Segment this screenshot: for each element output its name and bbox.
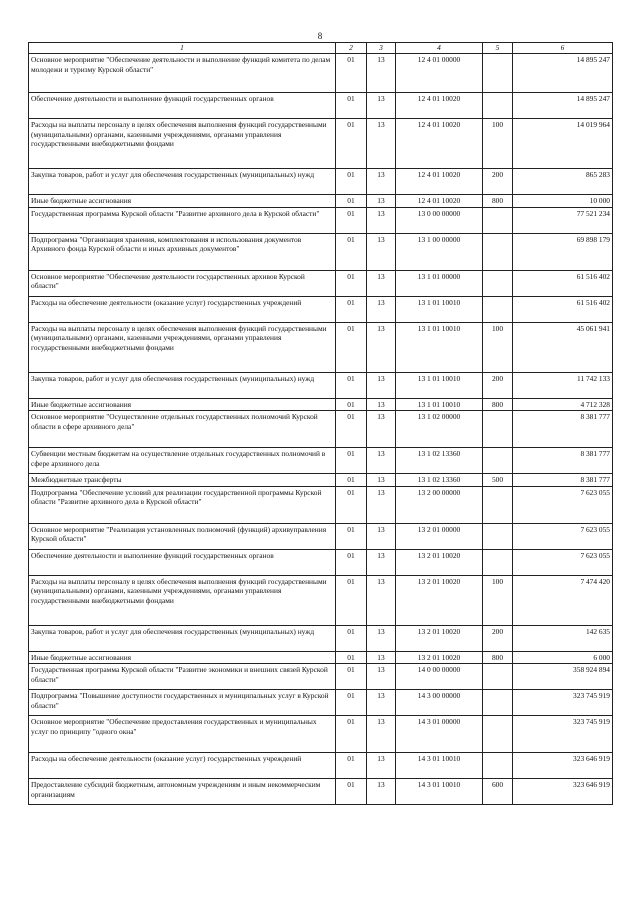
- table-row: [29, 549, 613, 575]
- row-section-cell: 01: [336, 372, 367, 398]
- row-expense-type-cell: 100: [483, 575, 513, 625]
- row-target-code-cell: 13 2 00 00000: [396, 486, 483, 523]
- row-amount-cell: 7 474 420: [513, 575, 613, 625]
- header-col-6: 6: [513, 43, 613, 54]
- row-section-cell: 01: [336, 195, 367, 208]
- row-expense-type-cell: 500: [483, 474, 513, 487]
- row-subsection-cell: 13: [367, 207, 396, 233]
- row-section-cell: 01: [336, 296, 367, 322]
- table-row: [29, 486, 613, 523]
- row-subsection-cell: 13: [367, 54, 396, 93]
- row-expense-type-cell: [483, 523, 513, 549]
- row-target-code-cell: 13 1 02 13360: [396, 474, 483, 487]
- row-target-code-cell: 13 1 01 10010: [396, 398, 483, 411]
- row-target-code-cell: 13 1 01 10010: [396, 322, 483, 372]
- table-row: [29, 207, 613, 233]
- table-row: [29, 93, 613, 119]
- row-expense-type-cell: [483, 207, 513, 233]
- row-amount-cell: 7 623 055: [513, 523, 613, 549]
- row-expense-type-cell: 100: [483, 322, 513, 372]
- header-col-3: 3: [367, 43, 396, 54]
- row-expense-type-cell: 800: [483, 651, 513, 664]
- row-expense-type-cell: [483, 296, 513, 322]
- row-subsection-cell: 13: [367, 625, 396, 651]
- table-row: [29, 625, 613, 651]
- row-name-cell: Предоставление субсидий бюджетным, автономным учреждениям и иным некоммерческим организациям: [29, 779, 336, 805]
- row-amount-cell: 865 283: [513, 169, 613, 195]
- row-target-code-cell: 13 1 02 13360: [396, 448, 483, 474]
- row-amount-cell: 11 742 133: [513, 372, 613, 398]
- row-target-code-cell: 13 2 01 10020: [396, 625, 483, 651]
- row-name-cell: Иные бюджетные ассигнования: [29, 195, 336, 208]
- row-section-cell: 01: [336, 664, 367, 690]
- row-section-cell: 01: [336, 207, 367, 233]
- row-expense-type-cell: [483, 486, 513, 523]
- row-expense-type-cell: 200: [483, 625, 513, 651]
- row-name-cell: Расходы на обеспечение деятельности (оказание услуг) государственных учреждений: [29, 753, 336, 779]
- row-section-cell: 01: [336, 625, 367, 651]
- header-col-2: 2: [336, 43, 367, 54]
- row-subsection-cell: 13: [367, 690, 396, 716]
- row-expense-type-cell: [483, 753, 513, 779]
- row-section-cell: 01: [336, 270, 367, 296]
- row-subsection-cell: 13: [367, 575, 396, 625]
- table-row: [29, 322, 613, 372]
- row-section-cell: 01: [336, 119, 367, 169]
- row-target-code-cell: 14 3 01 10010: [396, 779, 483, 805]
- row-expense-type-cell: [483, 233, 513, 270]
- row-expense-type-cell: [483, 411, 513, 448]
- table-row: [29, 651, 613, 664]
- row-target-code-cell: 14 3 00 00000: [396, 690, 483, 716]
- row-name-cell: Обеспечение деятельности и выполнение функций государственных органов: [29, 93, 336, 119]
- row-target-code-cell: 14 0 00 00000: [396, 664, 483, 690]
- row-section-cell: 01: [336, 549, 367, 575]
- header-col-1: 1: [29, 43, 336, 54]
- row-target-code-cell: 13 1 00 00000: [396, 233, 483, 270]
- row-subsection-cell: 13: [367, 411, 396, 448]
- table-row: [29, 195, 613, 208]
- row-section-cell: 01: [336, 690, 367, 716]
- budget-table: [28, 42, 613, 805]
- row-name-cell: Подпрограмма "Повышение доступности государственных и муниципальных услуг в Курской области": [29, 690, 336, 716]
- row-expense-type-cell: [483, 270, 513, 296]
- row-name-cell: Субвенции местным бюджетам на осуществление отдельных государственных полномочий в сфере архивного дела: [29, 448, 336, 474]
- row-subsection-cell: 13: [367, 753, 396, 779]
- row-subsection-cell: 13: [367, 549, 396, 575]
- row-amount-cell: 7 623 055: [513, 549, 613, 575]
- row-name-cell: Основное мероприятие "Реализация установленных полномочий (функций) архивуправления Курской области": [29, 523, 336, 549]
- row-name-cell: Закупка товаров, работ и услуг для обеспечения государственных (муниципальных) нужд: [29, 625, 336, 651]
- row-section-cell: 01: [336, 651, 367, 664]
- row-amount-cell: 69 898 179: [513, 233, 613, 270]
- row-subsection-cell: 13: [367, 296, 396, 322]
- table-row: [29, 398, 613, 411]
- table-row: [29, 474, 613, 487]
- row-section-cell: 01: [336, 753, 367, 779]
- row-section-cell: 01: [336, 448, 367, 474]
- row-subsection-cell: 13: [367, 651, 396, 664]
- table-row: [29, 296, 613, 322]
- row-section-cell: 01: [336, 523, 367, 549]
- table-row: [29, 664, 613, 690]
- row-amount-cell: 142 635: [513, 625, 613, 651]
- row-name-cell: Государственная программа Курской области "Развитие архивного дела в Курской области": [29, 207, 336, 233]
- table-row: [29, 169, 613, 195]
- row-name-cell: Иные бюджетные ассигнования: [29, 398, 336, 411]
- row-amount-cell: 323 745 919: [513, 716, 613, 753]
- page-number: 8: [317, 31, 323, 41]
- row-name-cell: Закупка товаров, работ и услуг для обеспечения государственных (муниципальных) нужд: [29, 169, 336, 195]
- row-subsection-cell: 13: [367, 716, 396, 753]
- table-row: [29, 523, 613, 549]
- row-section-cell: 01: [336, 411, 367, 448]
- table-row: [29, 233, 613, 270]
- row-subsection-cell: 13: [367, 779, 396, 805]
- table-row: [29, 716, 613, 753]
- table-row: [29, 448, 613, 474]
- table-row: [29, 372, 613, 398]
- row-name-cell: Основное мероприятие "Обеспечение предоставления государственных и муниципальных услуг по принципу "одного окна": [29, 716, 336, 753]
- row-subsection-cell: 13: [367, 448, 396, 474]
- row-target-code-cell: 14 3 01 00000: [396, 716, 483, 753]
- row-expense-type-cell: [483, 93, 513, 119]
- row-target-code-cell: 13 2 01 10020: [396, 575, 483, 625]
- row-section-cell: 01: [336, 169, 367, 195]
- row-section-cell: 01: [336, 93, 367, 119]
- row-amount-cell: 323 646 919: [513, 779, 613, 805]
- table-row: [29, 575, 613, 625]
- row-target-code-cell: 13 0 00 00000: [396, 207, 483, 233]
- row-expense-type-cell: 800: [483, 398, 513, 411]
- row-amount-cell: 8 381 777: [513, 411, 613, 448]
- header-row: [29, 43, 613, 54]
- row-amount-cell: 358 924 894: [513, 664, 613, 690]
- row-target-code-cell: 13 1 01 10010: [396, 372, 483, 398]
- row-subsection-cell: 13: [367, 398, 396, 411]
- row-amount-cell: 77 521 234: [513, 207, 613, 233]
- row-target-code-cell: 13 2 01 10020: [396, 549, 483, 575]
- row-subsection-cell: 13: [367, 119, 396, 169]
- row-amount-cell: 323 646 919: [513, 753, 613, 779]
- row-target-code-cell: 14 3 01 10010: [396, 753, 483, 779]
- row-amount-cell: 45 061 941: [513, 322, 613, 372]
- row-expense-type-cell: 600: [483, 779, 513, 805]
- row-subsection-cell: 13: [367, 664, 396, 690]
- row-amount-cell: 10 000: [513, 195, 613, 208]
- row-target-code-cell: 12 4 01 00000: [396, 54, 483, 93]
- header-col-5: 5: [483, 43, 513, 54]
- row-name-cell: Расходы на выплаты персоналу в целях обеспечения выполнения функций государственными (муниципальными) органами, казенными учреждениями, органами управления государственными внебюджетными фондами: [29, 322, 336, 372]
- row-name-cell: Расходы на выплаты персоналу в целях обеспечения выполнения функций государственными (муниципальными) органами, казенными учреждениями, органами управления государственными внебюджетными фондами: [29, 119, 336, 169]
- row-target-code-cell: 13 1 01 00000: [396, 270, 483, 296]
- row-name-cell: Основное мероприятие "Обеспечение деятельности государственных архивов Курской области": [29, 270, 336, 296]
- row-name-cell: Подпрограмма "Организация хранения, комплектования и использования документов Архивного фонда Курской области и иных архивных документов": [29, 233, 336, 270]
- header-col-4: 4: [396, 43, 483, 54]
- table-row: [29, 690, 613, 716]
- row-subsection-cell: 13: [367, 474, 396, 487]
- row-expense-type-cell: 800: [483, 195, 513, 208]
- row-subsection-cell: 13: [367, 169, 396, 195]
- row-subsection-cell: 13: [367, 93, 396, 119]
- row-name-cell: Обеспечение деятельности и выполнение функций государственных органов: [29, 549, 336, 575]
- row-target-code-cell: 12 4 01 10020: [396, 195, 483, 208]
- row-expense-type-cell: [483, 54, 513, 93]
- row-name-cell: Закупка товаров, работ и услуг для обеспечения государственных (муниципальных) нужд: [29, 372, 336, 398]
- row-section-cell: 01: [336, 322, 367, 372]
- table-row: [29, 753, 613, 779]
- table-row: [29, 54, 613, 93]
- row-amount-cell: 8 381 777: [513, 474, 613, 487]
- row-subsection-cell: 13: [367, 322, 396, 372]
- row-section-cell: 01: [336, 474, 367, 487]
- row-name-cell: Основное мероприятие "Обеспечение деятельности и выполнение функций комитета по делам молодежи и туризму Курской области": [29, 54, 336, 93]
- table-row: [29, 779, 613, 805]
- row-subsection-cell: 13: [367, 523, 396, 549]
- row-amount-cell: 323 745 919: [513, 690, 613, 716]
- row-target-code-cell: 13 2 01 00000: [396, 523, 483, 549]
- row-target-code-cell: 13 2 01 10020: [396, 651, 483, 664]
- row-amount-cell: 8 381 777: [513, 448, 613, 474]
- row-target-code-cell: 13 1 02 00000: [396, 411, 483, 448]
- table-row: [29, 119, 613, 169]
- row-amount-cell: 14 895 247: [513, 54, 613, 93]
- row-amount-cell: 6 000: [513, 651, 613, 664]
- row-subsection-cell: 13: [367, 233, 396, 270]
- row-target-code-cell: 12 4 01 10020: [396, 93, 483, 119]
- row-subsection-cell: 13: [367, 195, 396, 208]
- row-target-code-cell: 12 4 01 10020: [396, 169, 483, 195]
- row-name-cell: Расходы на обеспечение деятельности (оказание услуг) государственных учреждений: [29, 296, 336, 322]
- row-expense-type-cell: [483, 690, 513, 716]
- row-section-cell: 01: [336, 575, 367, 625]
- row-target-code-cell: 12 4 01 10020: [396, 119, 483, 169]
- row-amount-cell: 61 516 402: [513, 270, 613, 296]
- row-amount-cell: 14 895 247: [513, 93, 613, 119]
- row-name-cell: Подпрограмма "Обеспечение условий для реализации государственной программы Курской области "Развитие архивного дела в Курской области": [29, 486, 336, 523]
- row-subsection-cell: 13: [367, 486, 396, 523]
- table-row: [29, 270, 613, 296]
- row-name-cell: Расходы на выплаты персоналу в целях обеспечения выполнения функций государственными (муниципальными) органами, казенными учреждениями, органами управления государственными внебюджетными фондами: [29, 575, 336, 625]
- row-name-cell: Межбюджетные трансферты: [29, 474, 336, 487]
- row-target-code-cell: 13 1 01 10010: [396, 296, 483, 322]
- row-expense-type-cell: [483, 716, 513, 753]
- row-amount-cell: 61 516 402: [513, 296, 613, 322]
- row-section-cell: 01: [336, 54, 367, 93]
- row-section-cell: 01: [336, 398, 367, 411]
- row-amount-cell: 14 019 964: [513, 119, 613, 169]
- row-expense-type-cell: 200: [483, 169, 513, 195]
- row-section-cell: 01: [336, 779, 367, 805]
- row-amount-cell: 7 623 055: [513, 486, 613, 523]
- row-subsection-cell: 13: [367, 372, 396, 398]
- row-expense-type-cell: [483, 448, 513, 474]
- row-expense-type-cell: 200: [483, 372, 513, 398]
- row-subsection-cell: 13: [367, 270, 396, 296]
- table-row: [29, 411, 613, 448]
- row-name-cell: Иные бюджетные ассигнования: [29, 651, 336, 664]
- row-expense-type-cell: [483, 664, 513, 690]
- row-name-cell: Государственная программа Курской области "Развитие экономики и внешних связей Курской области": [29, 664, 336, 690]
- row-section-cell: 01: [336, 233, 367, 270]
- row-section-cell: 01: [336, 716, 367, 753]
- row-section-cell: 01: [336, 486, 367, 523]
- row-amount-cell: 4 712 328: [513, 398, 613, 411]
- row-expense-type-cell: 100: [483, 119, 513, 169]
- row-expense-type-cell: [483, 549, 513, 575]
- row-name-cell: Основное мероприятие "Осуществление отдельных государственных полномочий Курской области в сфере архивного дела": [29, 411, 336, 448]
